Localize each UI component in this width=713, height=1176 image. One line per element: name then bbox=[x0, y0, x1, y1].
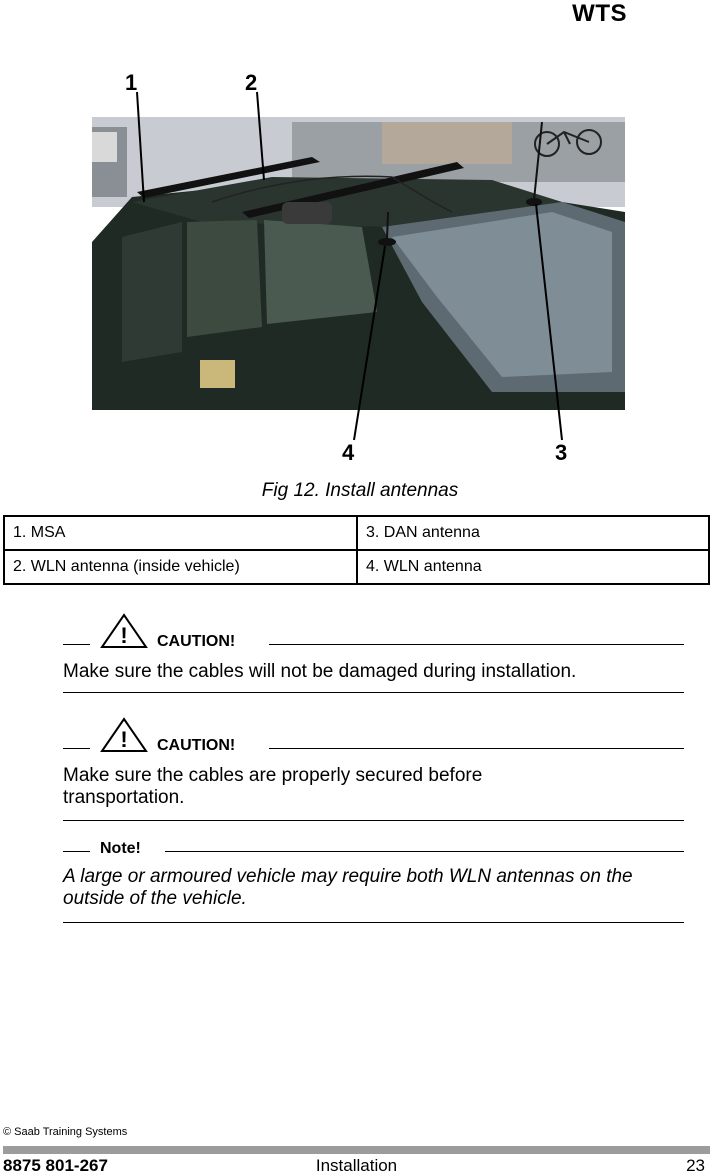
legend-cell: 2. WLN antenna (inside vehicle) bbox=[4, 550, 357, 584]
legend-cell: 4. WLN antenna bbox=[357, 550, 709, 584]
caution-rule-bottom bbox=[63, 820, 684, 821]
caution-rule-bottom bbox=[63, 692, 684, 693]
callout-3: 3 bbox=[555, 440, 568, 465]
caution-rule-right bbox=[269, 644, 684, 645]
svg-text:!: ! bbox=[120, 727, 128, 752]
header-title: WTS bbox=[572, 0, 627, 27]
note-rule-bottom bbox=[63, 922, 684, 923]
copyright: © Saab Training Systems bbox=[3, 1126, 128, 1138]
caution-rule-right bbox=[269, 748, 684, 749]
note-rule-right bbox=[165, 851, 684, 852]
warning-triangle-icon bbox=[100, 613, 148, 649]
legend-table bbox=[3, 515, 710, 585]
callout-1: 1 bbox=[125, 70, 138, 95]
callout-2: 2 bbox=[245, 70, 258, 95]
caution-text: Make sure the cables will not be damaged during installation. bbox=[63, 661, 577, 682]
caution-label: CAUTION! bbox=[157, 737, 236, 754]
section-name: Installation bbox=[315, 1156, 398, 1175]
doc-number: 8875 801-267 bbox=[3, 1156, 108, 1175]
footer-bar bbox=[3, 1146, 710, 1154]
warning-triangle-icon bbox=[100, 717, 148, 753]
legend-cell: 1. MSA bbox=[4, 516, 357, 550]
caution-label: CAUTION! bbox=[157, 633, 236, 650]
figure-caption: Fig 12. Install antennas bbox=[261, 480, 459, 501]
caution-rule-left bbox=[63, 748, 90, 749]
note-text: A large or armoured vehicle may require both WLN antennas on the outside of the vehicle. bbox=[63, 866, 633, 909]
table-row bbox=[4, 550, 709, 584]
note-rule-left bbox=[63, 851, 90, 852]
legend-cell: 3. DAN antenna bbox=[357, 516, 709, 550]
svg-text:!: ! bbox=[120, 623, 128, 648]
vehicle-antenna-photo bbox=[92, 62, 625, 467]
caution-rule-left bbox=[63, 644, 90, 645]
callout-4: 4 bbox=[342, 440, 355, 465]
note-label: Note! bbox=[100, 840, 141, 857]
page-number: 23 bbox=[686, 1156, 705, 1175]
caution-text: Make sure the cables are properly secured before transportation. bbox=[63, 765, 483, 808]
table-row bbox=[4, 516, 709, 550]
